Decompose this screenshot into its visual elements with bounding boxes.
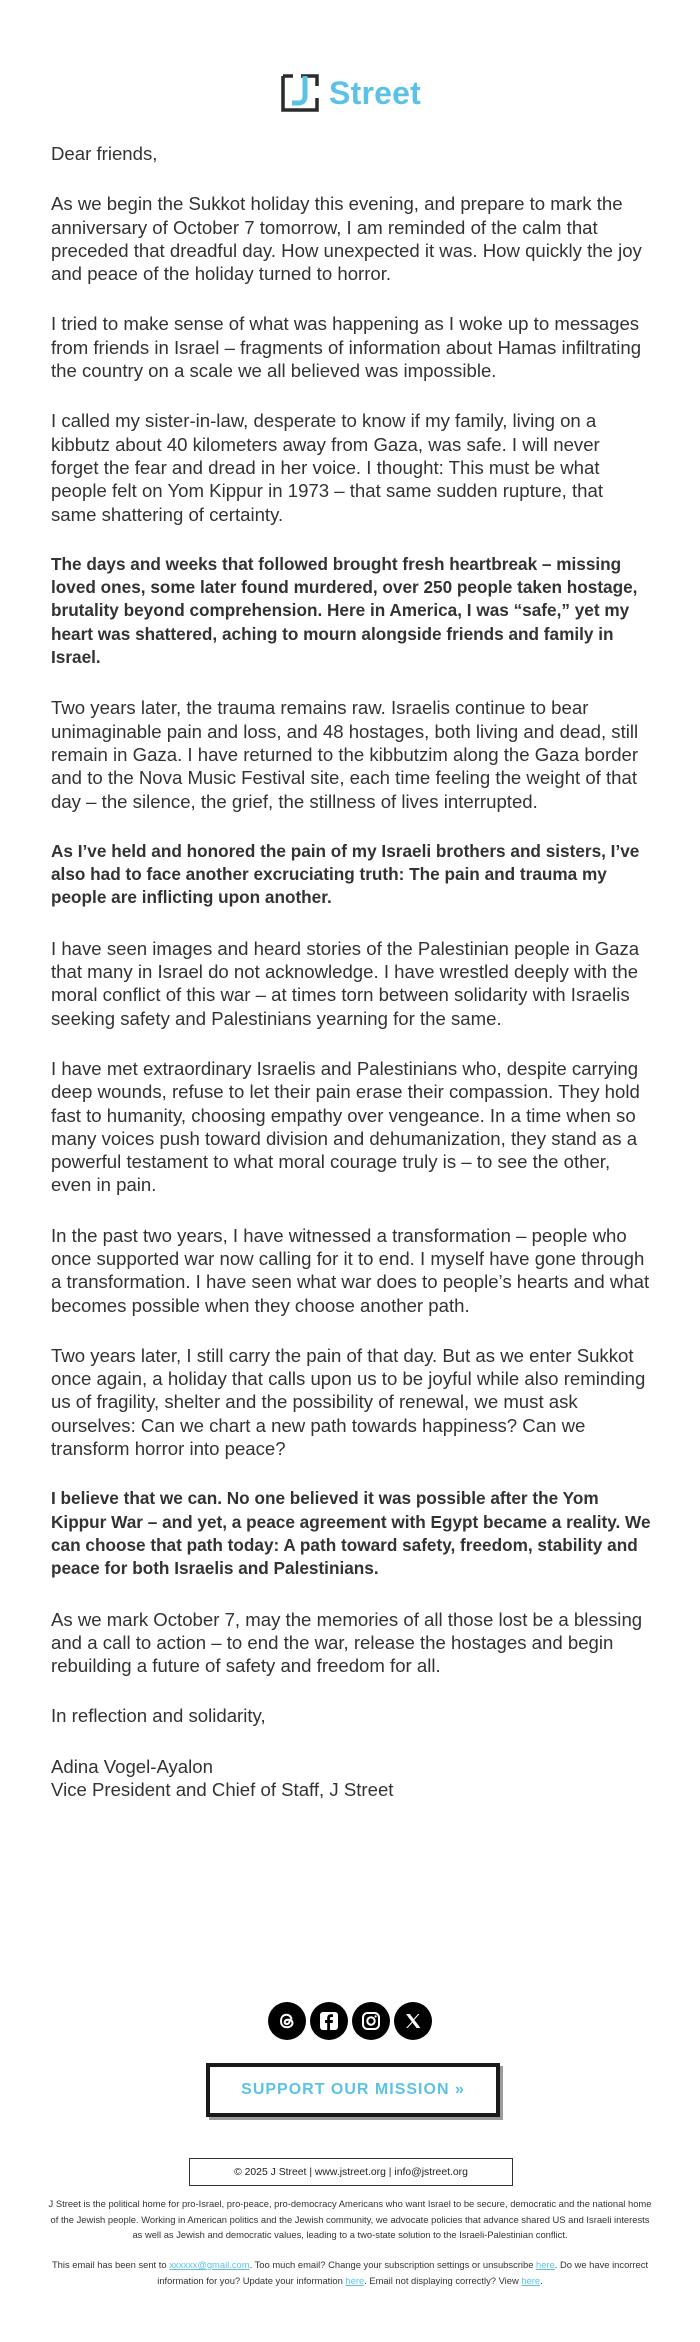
signer-title: Vice President and Chief of Staff, J Street	[51, 1779, 394, 1801]
copyright-text: © 2025 J Street | www.jstreet.org | info@jstreet.org	[234, 2166, 468, 2178]
unsubscribe-link[interactable]: here	[536, 2259, 555, 2270]
paragraph-1: As we begin the Sukkot holiday this evening, and prepare to mark the anniversary of October 7 tomorrow, I am reminded of the calm that preceded that dreadful day. How unexpected it was. How quickly the joy and peace of the holiday turned to horror.	[51, 193, 642, 285]
sent-mid3: . Email not displaying correctly? View	[364, 2274, 522, 2286]
paragraph-8: I have met extraordinary Israelis and Palestinians who, despite carrying deep wounds, refuse to let their pain erase their compassion. They hold fast to humanity, choosing empathy over vengeance. In a time when so many voices push toward division and dehumanization, they stand as a powerful testament to what moral courage truly is – to see the other, even in pain.	[51, 1057, 640, 1196]
paragraph-7: I have seen images and heard stories of the Palestinian people in Gaza that many in Israel do not acknowledge. I have wrestled deeply with the moral conflict of this war – at times torn between solidarity with Israelis seeking safety and Palestinians yearning for the same.	[51, 937, 640, 1029]
view-in-browser-link[interactable]: here	[521, 2274, 541, 2286]
support-our-mission-button[interactable]	[206, 2063, 500, 2117]
recipient-email-link[interactable]: xxxxxx@gmail.com	[169, 2259, 250, 2270]
paragraph-10: Two years later, I still carry the pain of that day. But as we enter Sukkot once again, a holiday that calls upon us to be joyful while also reminding us of fragility, shelter and the possibility of renewal, we must ask ourselves: Can we chart a new path towards happiness? Can we transform horror into peace?	[51, 1344, 646, 1460]
x-icon[interactable]	[394, 2002, 432, 2040]
paragraph-11-bold: I believe that we can. No one believed it was possible after the Yom Kippur War – and yet, a peace agreement with Egypt became a reality. We can choose that path today: A path toward safety, freedom, stability and peace for both Israelis and Palestinians.	[51, 1488, 651, 1579]
signer-name: Adina Vogel-Ayalon	[51, 1755, 213, 1777]
sent-mid2: . Do we have incorrect information for you? Update your information	[157, 2259, 649, 2286]
instagram-icon[interactable]	[352, 2002, 390, 2040]
social-links	[0, 2002, 700, 2040]
paragraph-12: As we mark October 7, may the memories of all those lost be a blessing and a call to action – to end the war, release the hostages and begin rebuilding a future of safety and freedom for all.	[51, 1608, 643, 1677]
j-street-logo[interactable]	[0, 70, 700, 116]
paragraph-2: I tried to make sense of what was happening as I woke up to messages from friends in Israel – fragments of information about Hamas infiltrating the country on a scale we all believed was impossible.	[51, 313, 642, 382]
footer-about: J Street is the political home for pro-Israel, pro-peace, pro-democracy Americans who want Israel to be secure, democratic and the national home of the Jewish people. Working in American politics and the Jewish community, we advocate policies that advance shared US and Israeli interests as well as Jewish and democratic values, leading to a two-state solution to the Israeli-Palestinian conflict.	[48, 2198, 652, 2240]
update-info-link[interactable]: here	[345, 2274, 365, 2286]
paragraph-5: Two years later, the trauma remains raw. Israelis continue to bear unimaginable pain and loss, and 48 hostages, both living and dead, still remain in Gaza. I have returned to the kibbutzim along the Gaza border and to the Nova Music Festival site, each time feeling the weight of that day – the silence, the grief, the stillness of lives interrupted.	[51, 697, 639, 812]
greeting: Dear friends,	[51, 143, 158, 164]
j-street-logo-mark-icon	[279, 72, 321, 114]
closing: In reflection and solidarity,	[51, 1705, 266, 1727]
facebook-icon[interactable]	[310, 2002, 348, 2040]
threads-icon[interactable]	[268, 2002, 306, 2040]
footer-subscription-notice	[45, 2257, 655, 2288]
sent-end: .	[540, 2274, 543, 2286]
sent-mid: . Too much email? Change your subscription settings or unsubscribe	[249, 2259, 537, 2270]
paragraph-3: I called my sister-in-law, desperate to know if my family, living on a kibbutz about 40 kilometers away from Gaza, was safe. I will never forget the fear and dread in her voice. I thought: This must be what people felt on Yom Kippur in 1973 – that same sudden rupture, that same shattering of certainty.	[51, 410, 604, 525]
logo-wordmark: Street	[329, 74, 421, 111]
sent-prefix: This email has been sent to	[51, 2259, 170, 2270]
signature	[51, 1755, 652, 1802]
letter-body	[51, 142, 652, 1801]
paragraph-4-bold: The days and weeks that followed brought fresh heartbreak – missing loved ones, some later found murdered, over 250 people taken hostage, brutality beyond comprehension. Here in America, I was “safe,” yet my heart was shattered, aching to mourn alongside friends and family in Israel.	[51, 553, 638, 668]
paragraph-9: In the past two years, I have witnessed a transformation – people who once supported war now calling for it to end. I myself have gone through a transformation. I have seen what war does to people’s hearts and what becomes possible when they choose another path.	[51, 1224, 650, 1316]
cta-label: SUPPORT OUR MISSION »	[241, 2081, 465, 2098]
copyright-bar	[189, 2158, 513, 2186]
paragraph-6-bold: As I’ve held and honored the pain of my Israeli brothers and sisters, I’ve also had to face another excruciating truth: The pain and trauma my people are inflicting upon another.	[51, 840, 640, 908]
